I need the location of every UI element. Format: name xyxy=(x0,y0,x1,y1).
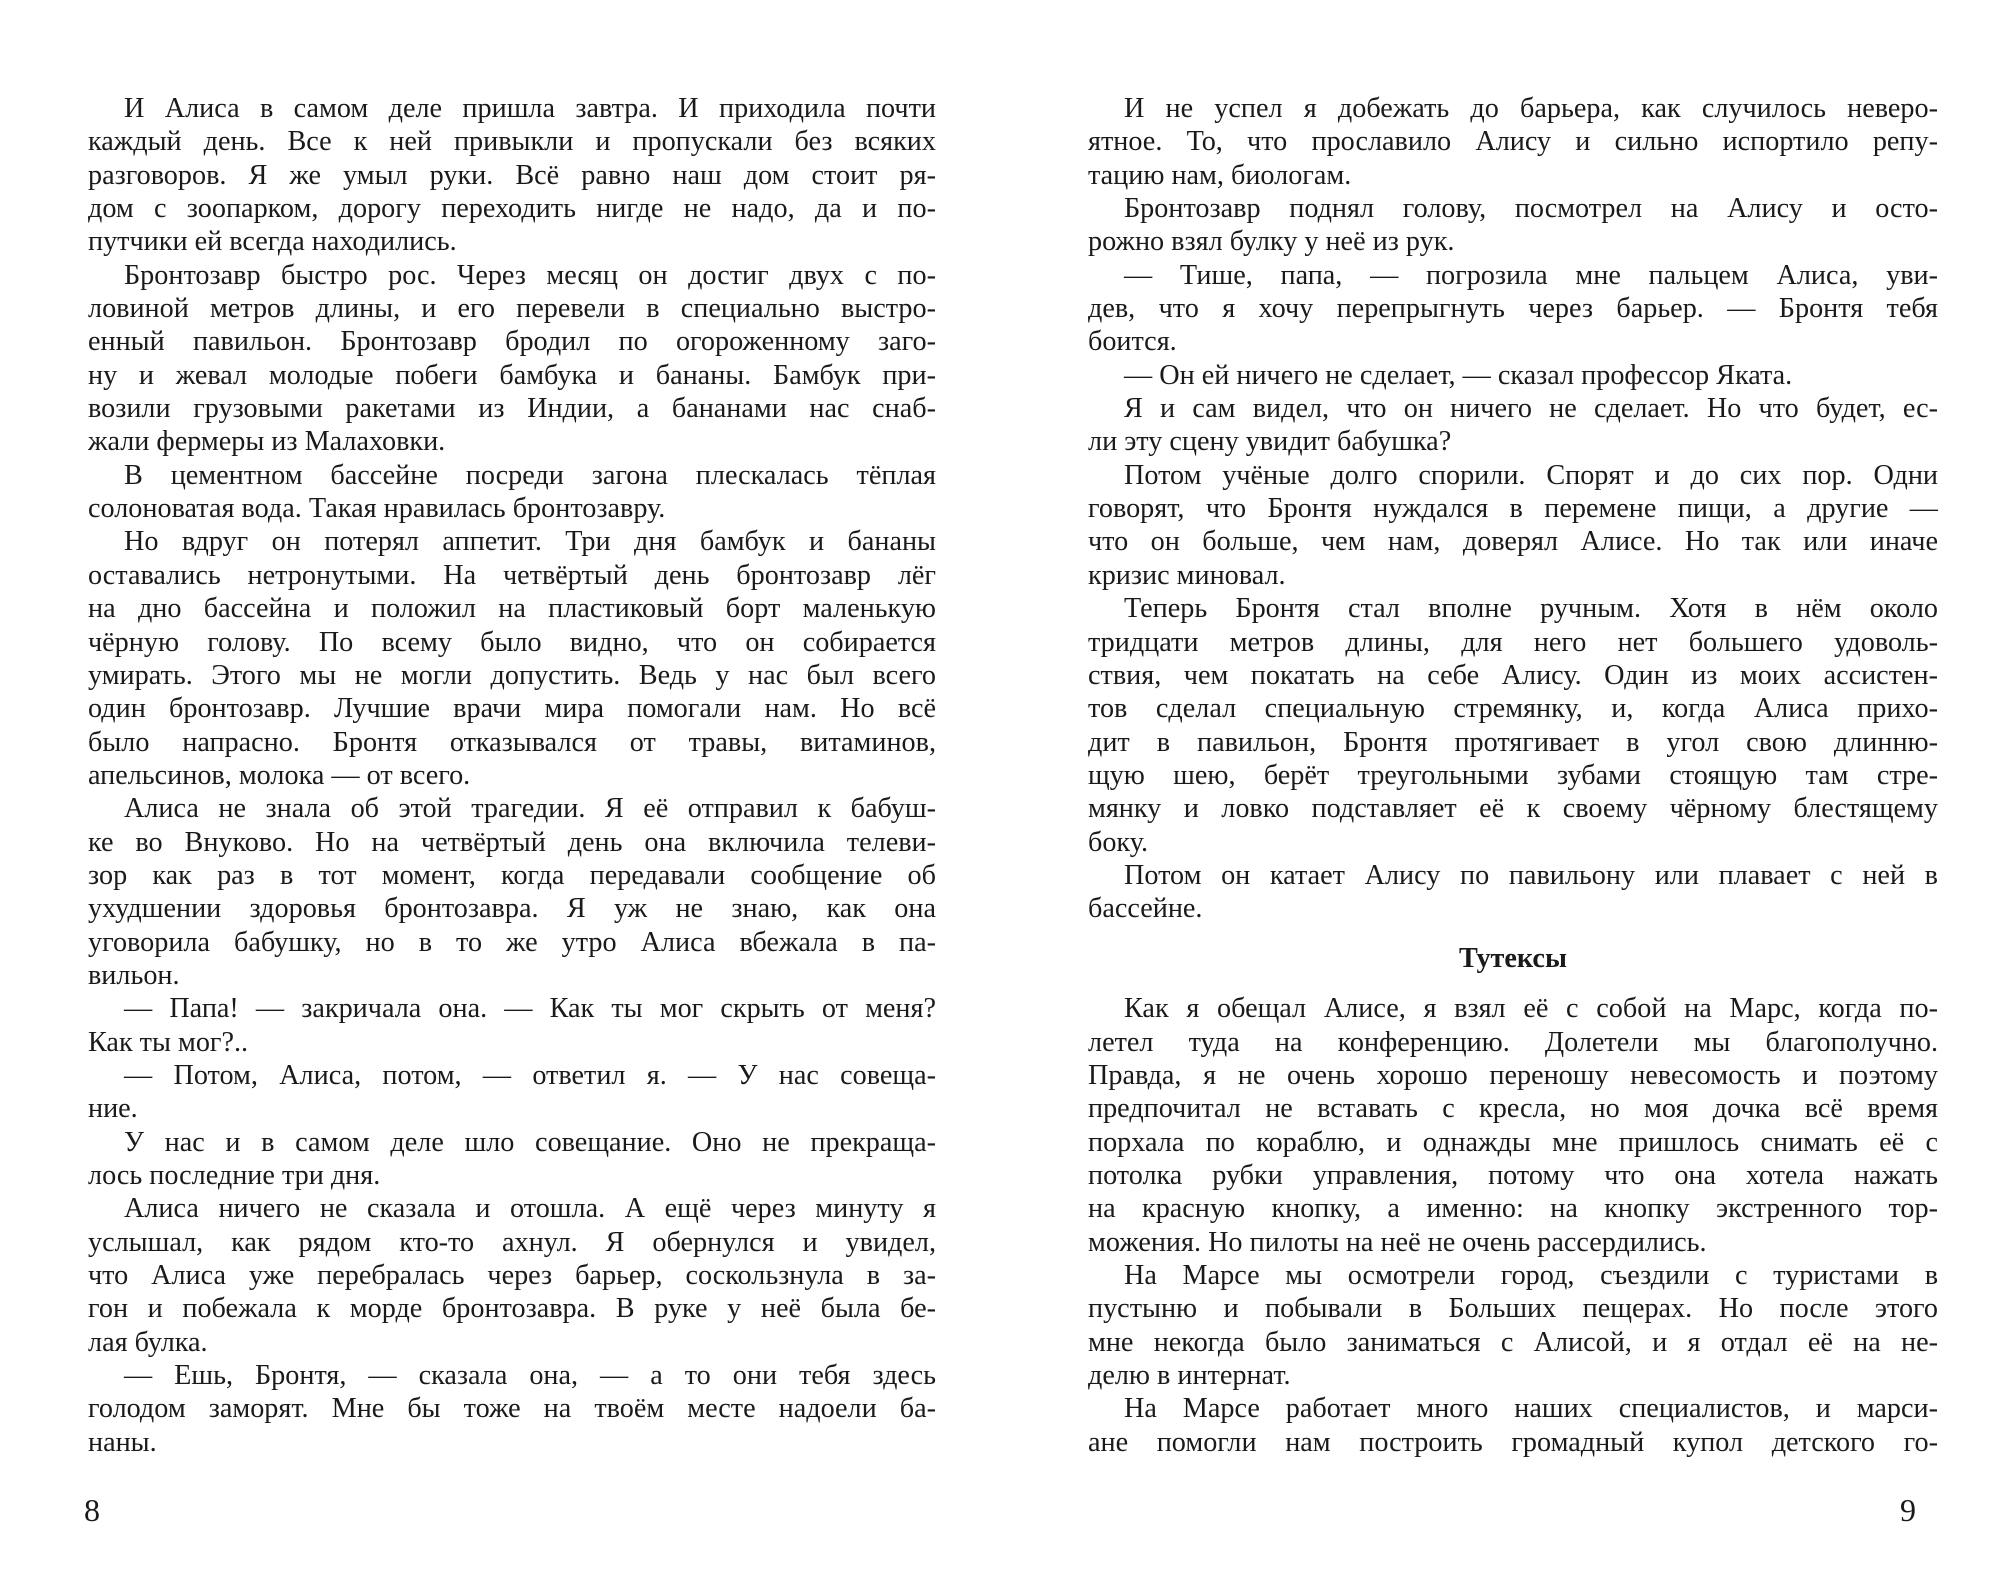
text-line: ке во Внуково. Но на четвёртый день она включила телеви- xyxy=(88,826,936,858)
text-line: на дно бассейна и положил на пластиковый борт маленькую xyxy=(88,593,936,625)
text-line: чёрную голову. По всему было видно, что он собирается xyxy=(88,626,936,658)
text-line: вильон. xyxy=(88,959,180,991)
right-page xyxy=(1088,92,1938,1459)
text-line: — Тише, папа, — погрозила мне пальцем Алиса, уви- xyxy=(1124,259,1938,291)
text-line: Алиса не знала об этой трагедии. Я её отправил к бабуш- xyxy=(124,793,936,825)
text-line: можения. Но пилоты на неё не очень рассердились. xyxy=(1088,1226,1707,1258)
text-line: — Он ей ничего не сделает, — сказал профессор Яката. xyxy=(1124,359,1793,391)
text-line: услышал, как рядом кто-то ахнул. Я обернулся и увидел, xyxy=(88,1226,936,1258)
text-line: что он больше, чем нам, доверял Алисе. Но так или иначе xyxy=(1088,526,1938,558)
text-line: дев, что я хочу перепрыгнуть через барьер. — Бронтя тебя xyxy=(1088,293,1938,325)
text-line: Я и сам видел, что он ничего не сделает. Но что будет, ес- xyxy=(1124,393,1938,425)
text-line: Теперь Бронтя стал вполне ручным. Хотя в нём около xyxy=(1124,593,1938,625)
text-line: мне некогда было заниматься с Алисой, и я отдал её на не- xyxy=(1088,1326,1938,1358)
text-line: бассейне. xyxy=(1088,893,1203,925)
text-line: — Папа! — закричала она. — Как ты мог скрыть от меня? xyxy=(124,993,936,1025)
text-line: Правда, я не очень хорошо переношу невесомость и поэтому xyxy=(1088,1059,1938,1091)
text-line: ствия, чем покатать на себе Алису. Один из моих ассистен- xyxy=(1088,659,1938,691)
text-line: порхала по кораблю, и однажды мне пришлось снимать её с xyxy=(1088,1126,1938,1158)
text-line: На Марсе работает много наших специалистов, и марси- xyxy=(1124,1393,1938,1425)
text-line: боится. xyxy=(1088,326,1177,358)
text-line: щую шею, берёт треугольными зубами стоящую там стре- xyxy=(1088,759,1938,791)
text-line: летел туда на конференцию. Долетели мы благополучно. xyxy=(1088,1026,1938,1058)
text-line: апельсинов, молока — от всего. xyxy=(88,759,471,791)
text-line: что Алиса уже перебралась через барьер, соскользнула в за- xyxy=(88,1260,936,1292)
text-line: пустыню и побывали в Больших пещерах. Но после этого xyxy=(1088,1293,1938,1325)
text-line: тов сделал специальную стремянку, и, когда Алиса прихо- xyxy=(1088,693,1938,725)
text-line: путчики ей всегда находились. xyxy=(88,226,457,258)
text-line: мянку и ловко подставляет её к своему чёрному блестящему xyxy=(1088,793,1938,825)
text-line: уговорила бабушку, но в то же утро Алиса вбежала в па- xyxy=(88,926,936,958)
text-line: лая булка. xyxy=(88,1326,208,1358)
text-line: тацию нам, биологам. xyxy=(1088,159,1352,191)
text-line: Алиса ничего не сказала и отошла. А ещё через минуту я xyxy=(124,1193,936,1225)
text-line: Потом учёные долго спорили. Спорят и до сих пор. Одни xyxy=(1124,459,1938,491)
text-line: голодом заморят. Мне бы тоже на твоём месте надоели ба- xyxy=(88,1393,936,1425)
text-line: рожно взял булку у неё из рук. xyxy=(1088,226,1455,258)
right-page-number: 9 xyxy=(1900,1492,1916,1528)
text-line: Потом он катает Алису по павильону или плавает с ней в xyxy=(1124,859,1938,891)
text-line: — Потом, Алиса, потом, — ответил я. — У нас совеща- xyxy=(124,1059,936,1091)
text-line: разговоров. Я же умыл руки. Всё равно наш дом стоит ря- xyxy=(88,159,936,191)
text-line: ли эту сцену увидит бабушка? xyxy=(1088,426,1452,458)
text-line: оставались нетронутыми. На четвёртый день бронтозавр лёг xyxy=(88,559,936,591)
text-line: гон и побежала к морде бронтозавра. В руке у неё была бе- xyxy=(88,1293,936,1325)
text-line: ятное. То, что прославило Алису и сильно испортило репу- xyxy=(1088,126,1938,158)
text-line: боку. xyxy=(1088,826,1149,858)
text-line: один бронтозавр. Лучшие врачи мира помогали нам. Но всё xyxy=(88,693,936,725)
text-line: лось последние три дня. xyxy=(88,1160,381,1191)
text-line: тридцати метров длины, для него нет большего удоволь- xyxy=(1088,626,1938,658)
left-page-number: 8 xyxy=(84,1492,100,1528)
text-line: И не успел я добежать до барьера, как случилось неверо- xyxy=(1124,93,1938,124)
text-line: дит в павильон, Бронтя протягивает в угол свою длинню- xyxy=(1088,726,1938,758)
text-line: делю в интернат. xyxy=(1088,1360,1291,1392)
chapter-heading: Тутексы xyxy=(1459,942,1567,974)
text-line: У нас и в самом деле шло совещание. Оно не прекраща- xyxy=(124,1126,936,1158)
text-line: на красную кнопку, а именно: на кнопку экстренного тор- xyxy=(1088,1193,1938,1225)
text-line: дом с зоопарком, дорогу переходить нигде не надо, да и по- xyxy=(88,193,936,225)
text-line: Как ты мог?.. xyxy=(88,1026,249,1058)
text-line: На Марсе мы осмотрели город, съездили с туристами в xyxy=(1124,1260,1938,1292)
text-line: возили грузовыми ракетами из Индии, а бананами нас снаб- xyxy=(88,393,936,425)
text-line: Бронтозавр поднял голову, посмотрел на Алису и осто- xyxy=(1124,193,1938,225)
text-line: ухудшении здоровья бронтозавра. Я уж не знаю, как она xyxy=(88,893,936,925)
text-line: было напрасно. Бронтя отказывался от травы, витаминов, xyxy=(88,726,936,758)
text-line: И Алиса в самом деле пришла завтра. И приходила почти xyxy=(124,93,936,124)
text-line: Бронтозавр быстро рос. Через месяц он достиг двух с по- xyxy=(124,259,936,291)
text-line: кризис миновал. xyxy=(1088,559,1286,591)
text-line: енный павильон. Бронтозавр бродил по огороженному заго- xyxy=(88,326,936,358)
text-line: наны. xyxy=(88,1426,157,1458)
text-line: умирать. Этого мы не могли допустить. Ведь у нас был всего xyxy=(88,659,936,691)
text-line: говорят, что Бронтя нуждался в перемене пищи, а другие — xyxy=(1088,493,1938,525)
text-line: солоноватая вода. Такая нравилась бронтозавру. xyxy=(88,493,666,525)
left-page xyxy=(88,92,936,1459)
text-line: предпочитал не вставать с кресла, но моя дочка всё время xyxy=(1088,1093,1938,1125)
text-line: В цементном бассейне посреди загона плескалась тёплая xyxy=(124,459,936,491)
text-line: жали фермеры из Малаховки. xyxy=(88,426,446,458)
text-line: Как я обещал Алисе, я взял её с собой на Марс, когда по- xyxy=(1124,993,1938,1025)
text-line: ну и жевал молодые побеги бамбука и бананы. Бамбук при- xyxy=(88,359,936,391)
text-line: — Ешь, Бронтя, — сказала она, — а то они тебя здесь xyxy=(124,1360,936,1392)
text-line: Но вдруг он потерял аппетит. Три дня бамбук и бананы xyxy=(124,526,936,558)
text-line: ловиной метров длины, и его перевели в специально выстро- xyxy=(88,293,936,325)
text-line: каждый день. Все к ней привыкли и пропускали без всяких xyxy=(88,126,936,158)
text-line: ние. xyxy=(88,1093,138,1125)
text-line: потолка рубки управления, потому что она хотела нажать xyxy=(1088,1160,1938,1191)
text-line: ане помогли нам построить громадный купол детского го- xyxy=(1088,1426,1938,1458)
text-line: зор как раз в тот момент, когда передавали сообщение об xyxy=(88,859,936,891)
